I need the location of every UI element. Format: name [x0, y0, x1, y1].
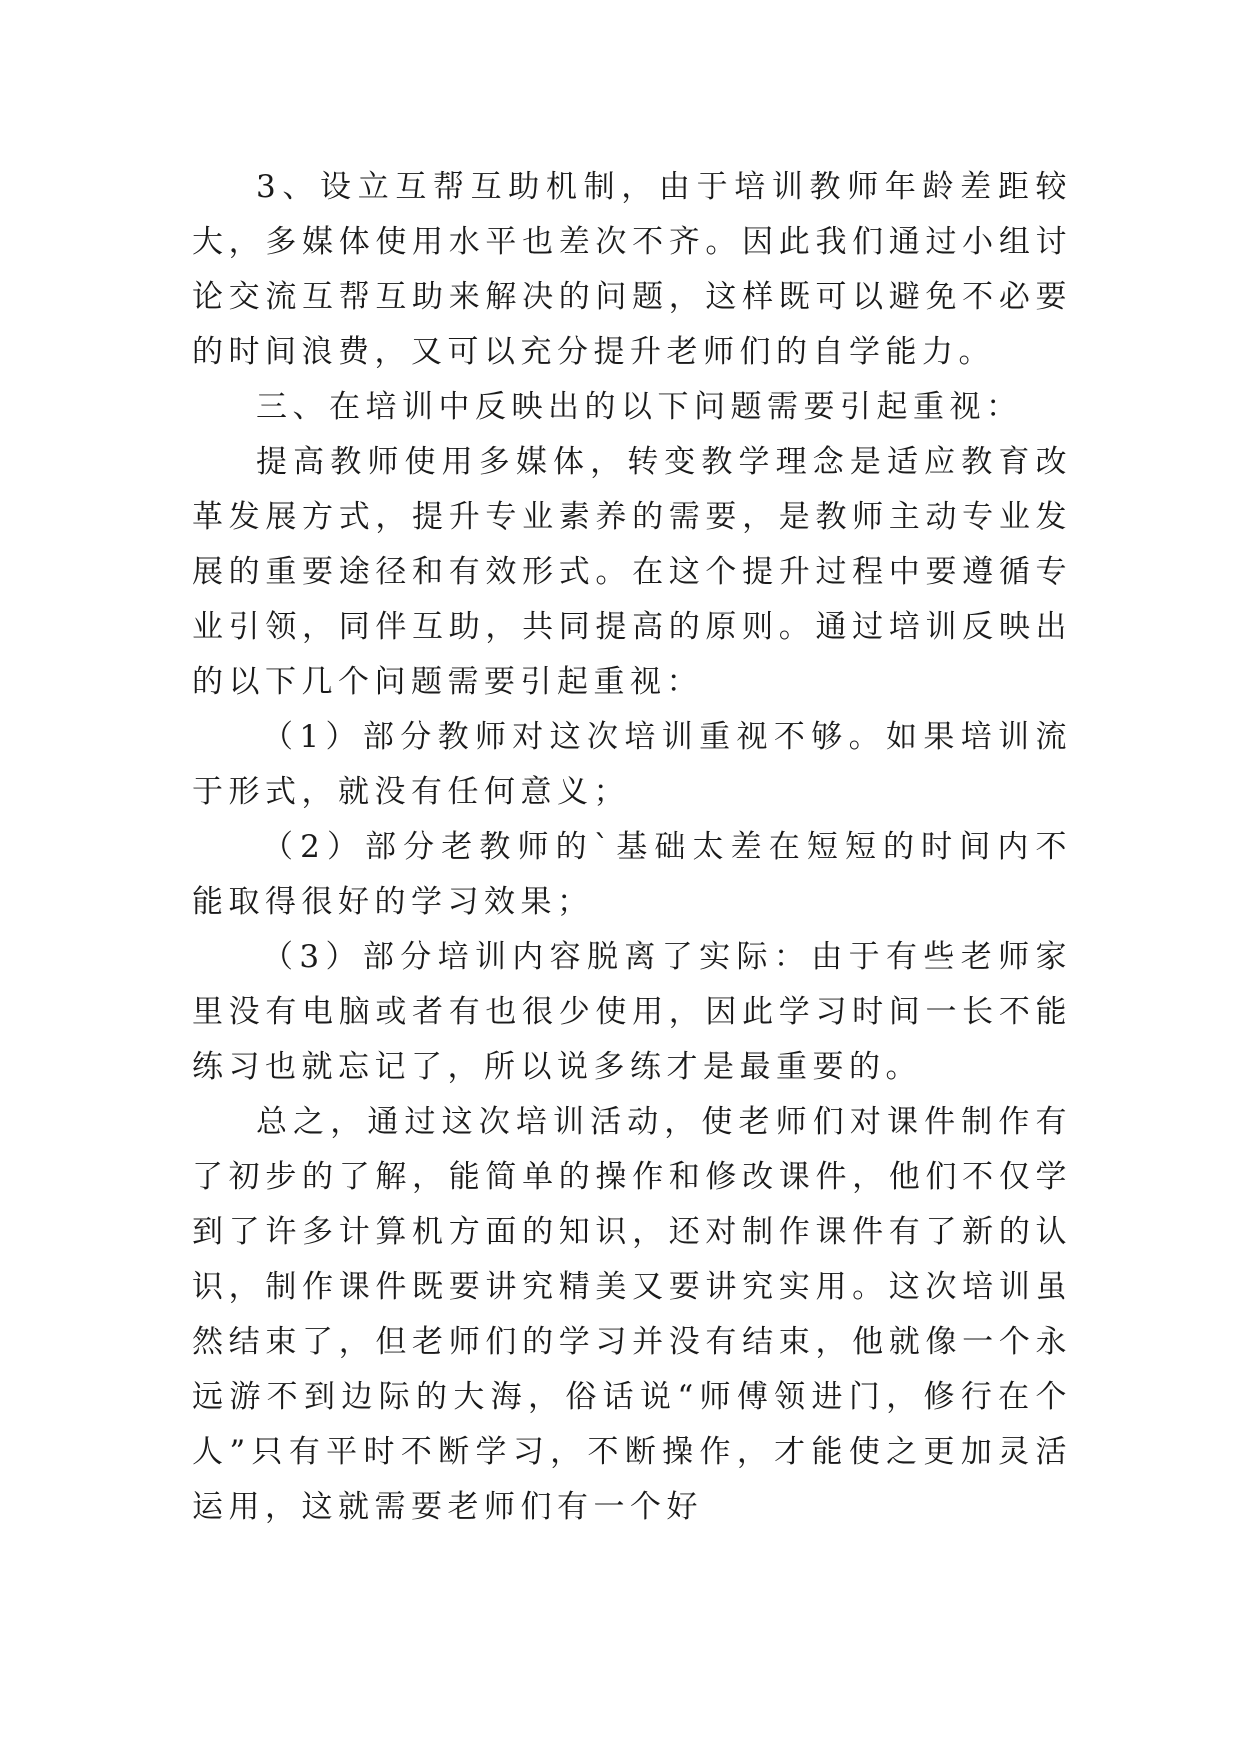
list-item-2: （2）部分老教师的`基础太差在短短的时间内不能取得很好的学习效果；: [192, 829, 1072, 920]
document-body: [192, 160, 1072, 1535]
section-heading-problems: 三、在培训中反映出的以下问题需要引起重视：: [256, 389, 1023, 425]
paragraph-mutual-help: 3、设立互帮互助机制，由于培训教师年龄差距较大，多媒体使用水平也差次不齐。因此我们通过小组讨论交流互帮互助来解决的问题，这样既可以避免不必要的时间浪费，又可以充分提升老师们的自学能力。: [192, 169, 1072, 370]
paragraph-summary: 总之，通过这次培训活动，使老师们对课件制作有了初步的了解，能简单的操作和修改课件，他们不仅学到了许多计算机方面的知识，还对制作课件有了新的认识，制作课件既要讲究精美又要讲究实用。这次培训虽然结束了，但老师们的学习并没有结束，他就像一个永远游不到边际的大海，俗话说“师傅领进门，修行在个人”只有平时不断学习，不断操作，才能使之更加灵活运用，这就需要老师们有一个好: [192, 1104, 1072, 1525]
paragraph-improve-teachers: 提高教师使用多媒体，转变教学理念是适应教育改革发展方式，提升专业素养的需要，是教师主动专业发展的重要途径和有效形式。在这个提升过程中要遵循专业引领，同伴互助，共同提高的原则。通过培训反映出的以下几个问题需要引起重视：: [192, 444, 1072, 700]
list-item-1: （1）部分教师对这次培训重视不够。如果培训流于形式，就没有任何意义；: [192, 719, 1072, 810]
list-item-3: （3）部分培训内容脱离了实际：由于有些老师家里没有电脑或者有也很少使用，因此学习时间一长不能练习也就忘记了，所以说多练才是最重要的。: [192, 939, 1072, 1085]
